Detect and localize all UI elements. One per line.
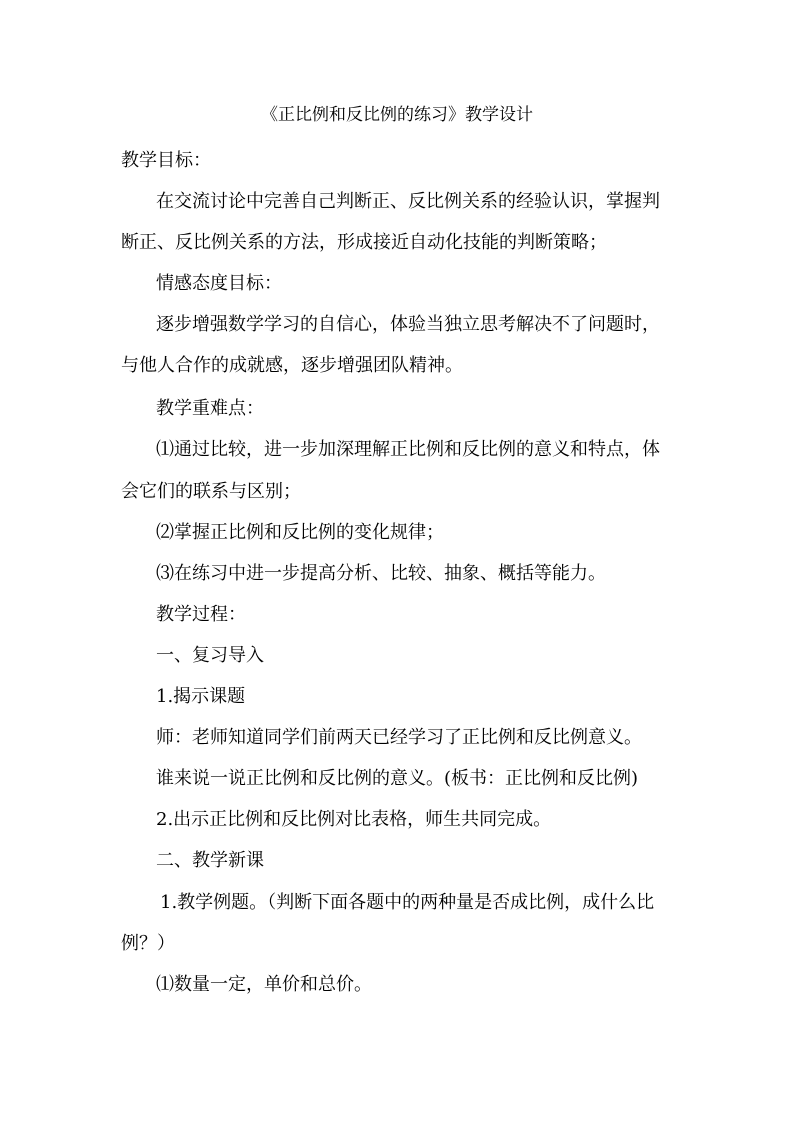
- paragraph-line: 逐步增强数学学习的自信心，体验当独立思考解决不了问题时，: [156, 314, 660, 335]
- paragraph-line: 1.教学例题。（判断下面各题中的两种量是否成比例，成什么比: [160, 892, 655, 913]
- list-item-line: ⑵掌握正比例和反比例的变化规律；: [156, 522, 444, 543]
- paragraph-line: 断正、反比例关系的方法，形成接近自动化技能的判断策略；: [121, 232, 607, 253]
- list-item-line: 会它们的联系与区别；: [121, 481, 301, 502]
- list-item-line: ⑴通过比较，进一步加深理解正比例和反比例的意义和特点，体: [156, 439, 660, 460]
- subsection-heading: 1.揭示课题: [156, 686, 246, 707]
- list-item-line: ⑴数量一定，单价和总价。: [156, 974, 372, 995]
- section-heading: 一、复习导入: [156, 645, 264, 666]
- document-title: 《正比例和反比例的练习》教学设计: [261, 105, 533, 125]
- list-item-line: ⑶在练习中进一步提高分析、比较、抽象、概括等能力。: [156, 563, 606, 584]
- paragraph-line: 在交流讨论中完善自己判断正、反比例关系的经验认识，掌握判: [156, 191, 660, 212]
- heading-key-points: 教学重难点：: [156, 398, 264, 419]
- heading-teaching-goals: 教学目标：: [121, 150, 211, 171]
- paragraph-line: 师：老师知道同学们前两天已经学习了正比例和反比例意义。: [156, 727, 642, 748]
- paragraph-line: 2.出示正比例和反比例对比表格，师生共同完成。: [156, 809, 552, 830]
- heading-teaching-process: 教学过程：: [156, 604, 246, 625]
- paragraph-line: 谁来说一说正比例和反比例的意义。(板书：正比例和反比例): [156, 768, 639, 789]
- section-heading: 二、教学新课: [156, 850, 264, 871]
- heading-emotion-goals: 情感态度目标：: [156, 273, 282, 294]
- paragraph-line: 例？）: [121, 933, 175, 954]
- paragraph-line: 与他人合作的成就感，逐步增强团队精神。: [121, 355, 463, 376]
